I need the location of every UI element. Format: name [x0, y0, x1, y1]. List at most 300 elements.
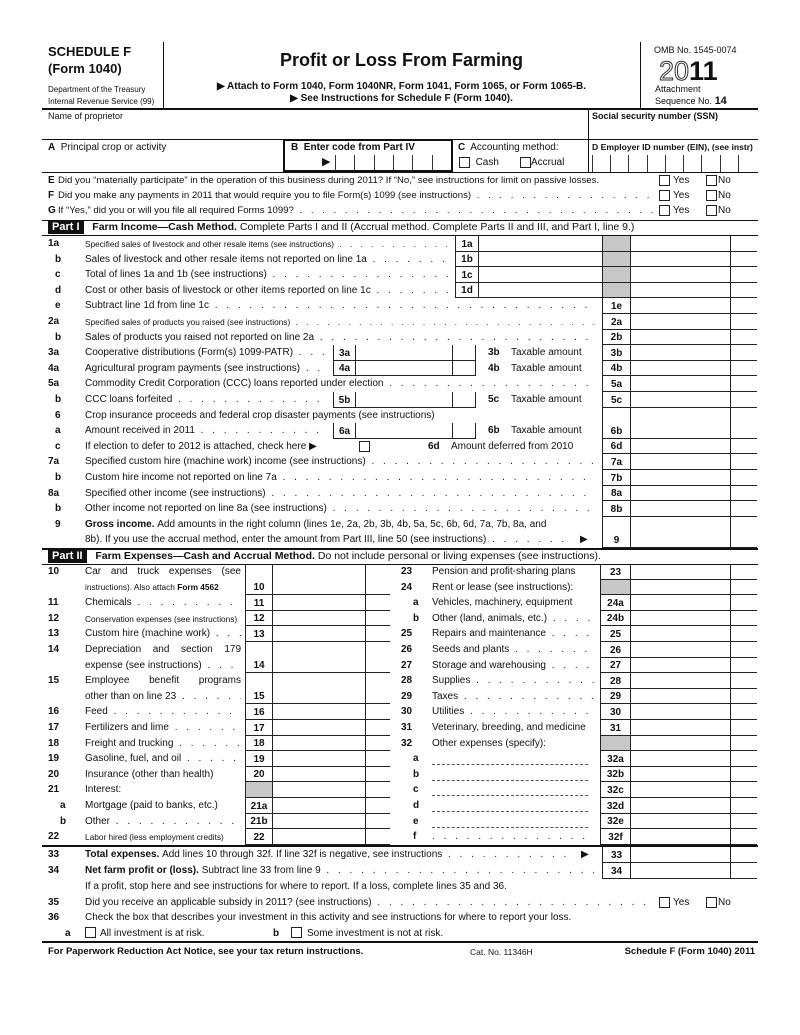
specify-input[interactable] [432, 817, 588, 828]
line-label-text: other than on line 23 [85, 690, 177, 702]
amount-input[interactable] [630, 345, 730, 361]
inner-amount-input[interactable] [355, 423, 452, 439]
amount-input[interactable] [272, 673, 365, 704]
line-label [85, 503, 595, 514]
dept-label: Department of the Treasury [48, 85, 146, 94]
amount-input[interactable] [630, 298, 730, 314]
cents-input [730, 267, 757, 283]
cash-option[interactable] [459, 157, 499, 168]
specify-input[interactable] [432, 801, 588, 812]
line-code: 23 [600, 564, 630, 580]
line-label [85, 441, 345, 452]
cents-input[interactable] [730, 470, 757, 486]
amount-input[interactable] [630, 658, 730, 674]
line-number: 25 [401, 628, 413, 640]
amount-input[interactable] [630, 782, 730, 798]
taxable-line-number: 6b [488, 425, 500, 437]
inner-amount-input[interactable] [355, 361, 452, 377]
cents-input[interactable] [730, 564, 757, 580]
line-code: 2b [602, 330, 630, 346]
line-code: 10 [245, 564, 272, 595]
line-code: 7a [602, 454, 630, 470]
cents-input[interactable] [730, 392, 757, 408]
cents-input[interactable] [730, 847, 757, 863]
line-label [85, 865, 595, 876]
line-code: 34 [602, 863, 630, 879]
cents-input[interactable] [365, 595, 390, 611]
amount-input[interactable] [630, 376, 730, 392]
amount-input[interactable] [630, 501, 730, 517]
ein-digit-box[interactable] [592, 155, 610, 172]
inner-cents-input[interactable] [452, 345, 476, 361]
line-number: 31 [401, 722, 413, 733]
question-letter: E [48, 175, 55, 186]
year-outline: 20 [659, 56, 690, 86]
amount-input[interactable] [630, 314, 730, 330]
cents-input[interactable] [730, 454, 757, 470]
footer-form-name: Schedule F (Form 1040) 2011 [624, 946, 755, 957]
specify-input[interactable] [432, 754, 588, 765]
amount-input[interactable] [630, 847, 730, 863]
line-number: 36 [48, 912, 60, 923]
line-code: 32a [600, 751, 630, 767]
inner-amount-input[interactable] [478, 252, 602, 268]
yes-label: Yes [673, 205, 690, 216]
line-label-text: Commodity Credit Corporation (CCC) loans reported under election [85, 378, 384, 390]
line-number: 3a [48, 347, 60, 359]
line-code: 21b [245, 814, 272, 830]
amount-input[interactable] [272, 642, 365, 673]
code-digit-box[interactable] [374, 155, 393, 170]
amount-input[interactable] [272, 626, 365, 642]
line-code: 5a [602, 376, 630, 392]
amount-input[interactable] [630, 470, 730, 486]
line-label: Employee benefit programs [85, 675, 241, 687]
line-label-text: expense (see instructions) [85, 659, 202, 671]
line-label: Chemicals . . . [85, 597, 241, 608]
cents-input[interactable] [365, 736, 390, 752]
line-number: d [413, 800, 420, 811]
inner-amount-input[interactable] [478, 283, 602, 299]
cents-input[interactable] [365, 814, 390, 830]
inner-amount-input[interactable] [478, 236, 602, 252]
line-label: Conservation expenses (see instructions) [85, 613, 238, 624]
sequence-label [655, 95, 727, 107]
line-number: 15 [48, 675, 60, 687]
line-number: 8a [48, 487, 60, 499]
line-code: 13 [245, 626, 272, 642]
name-of-proprietor-input[interactable] [50, 122, 585, 138]
amount-input[interactable] [272, 720, 365, 736]
line-label [85, 363, 328, 374]
form-reference: Form 4562 [177, 581, 219, 592]
line-label-bold: Net farm profit or (loss). [85, 865, 199, 876]
cents-input[interactable] [730, 863, 757, 879]
amount-input[interactable] [272, 751, 365, 767]
line-label [85, 849, 575, 860]
arrow-icon: ▶ [580, 534, 588, 546]
code-digit-box[interactable] [354, 155, 373, 170]
amount-input[interactable] [630, 863, 730, 879]
line-label [85, 317, 595, 327]
yes-checkbox[interactable] [659, 205, 670, 216]
profit-loss-note: If a profit, stop here and see instructions for where to report. If a loss, complete lines 35 and 36. [85, 881, 507, 892]
line-code: 22 [245, 829, 272, 845]
line-label: Other (land, animals, etc.) . . . [432, 613, 594, 624]
line-label-text: Add lines 10 through 32f. If line 32f is negative, see instructions [162, 849, 443, 860]
amount-input [630, 736, 730, 752]
amount-input[interactable] [630, 611, 730, 627]
line-label-text: 8b). If you use the accrual method, enter the amount from Part III, line 50 (see instructions) [85, 534, 487, 546]
amount-input[interactable] [630, 392, 730, 408]
ein-input[interactable] [592, 155, 756, 172]
cents-input[interactable] [365, 751, 390, 767]
form-label: (Form 1040) [48, 61, 122, 76]
inner-cents-input[interactable] [452, 423, 476, 439]
cents-input[interactable] [365, 798, 390, 814]
cents-input[interactable] [730, 658, 757, 674]
cents-input[interactable] [730, 829, 757, 845]
amount-input[interactable] [630, 673, 730, 689]
amount-input [630, 580, 730, 596]
line-code: 19 [245, 751, 272, 767]
line-label: Taxes . . . [432, 691, 594, 702]
accrual-option[interactable] [520, 157, 564, 168]
amount-input[interactable] [630, 751, 730, 767]
amount-input[interactable] [630, 330, 730, 346]
schedule-label: SCHEDULE F [48, 44, 132, 59]
ein-digit-box[interactable] [610, 155, 628, 172]
ein-digit-box[interactable] [647, 155, 665, 172]
line-code: 32c [600, 782, 630, 798]
line-number: 12 [48, 612, 60, 624]
attachment-label: Attachment [655, 84, 701, 94]
ein-digit-box[interactable] [738, 155, 756, 172]
line-code: 18 [245, 736, 272, 752]
yes-checkbox[interactable] [659, 175, 670, 186]
cents-input[interactable] [730, 767, 757, 783]
line-label [85, 285, 450, 296]
line-number: 13 [48, 628, 60, 640]
line-label: Rent or lease (see instructions): [432, 581, 574, 593]
cash-label: Cash [475, 157, 499, 169]
line-label [85, 254, 450, 265]
a-letter: A [48, 142, 56, 153]
part2-header [48, 550, 601, 562]
line-number: 20 [48, 768, 60, 780]
line-label [85, 534, 565, 545]
line-label-text: Sales of livestock and other resale items not reported on line 1a [85, 253, 367, 265]
cents-input[interactable] [365, 767, 390, 783]
line-number: 5a [48, 378, 60, 390]
sequence-number: 14 [714, 95, 727, 107]
inner-line-code: 6a [333, 423, 355, 439]
arrow-icon: ▶ [581, 849, 589, 860]
part1-desc: Complete Parts I and II (Accrual method. Complete Parts II and III, and Part I, line 9.) [239, 221, 635, 233]
cents-input[interactable] [365, 564, 390, 595]
inner-amount-input[interactable] [355, 392, 452, 408]
line-code [600, 736, 630, 752]
cents-input[interactable] [730, 673, 757, 689]
line-code [602, 252, 630, 268]
amount-input [630, 517, 730, 533]
amount-input [630, 252, 730, 268]
attach-instruction: ▶ Attach to Form 1040, Form 1040NR, Form 1041, Form 1065, or Form 1065-B. [216, 81, 587, 92]
no-checkbox[interactable] [706, 190, 717, 201]
line-number: 14 [48, 644, 60, 655]
line-code: 16 [245, 704, 272, 720]
taxable-label: Taxable amount [511, 362, 582, 374]
ein-digit-box[interactable] [720, 155, 738, 172]
code-digit-box[interactable] [335, 155, 354, 170]
code-digit-box[interactable] [393, 155, 412, 170]
line-code: 11 [245, 595, 272, 611]
yes-label: Yes [673, 190, 690, 201]
cents-input [365, 782, 390, 798]
line-label-text: Crop insurance proceeds and federal crop disaster payments (see instructions) [85, 409, 435, 421]
ein-digit-box[interactable] [628, 155, 646, 172]
amount-input[interactable] [630, 361, 730, 377]
line-number: 35 [48, 897, 60, 908]
at-risk-checkbox[interactable] [85, 927, 96, 938]
no-checkbox[interactable] [706, 897, 717, 908]
cents-input[interactable] [365, 829, 390, 845]
inner-cents-input[interactable] [452, 361, 476, 377]
amount-input[interactable] [630, 767, 730, 783]
at-risk-label: All investment is at risk. [100, 928, 205, 939]
line-code: 20 [245, 767, 272, 783]
principal-crop-input[interactable] [48, 154, 280, 170]
cents-input[interactable] [730, 361, 757, 377]
amount-input[interactable] [630, 486, 730, 502]
code-digit-box[interactable] [432, 155, 451, 170]
yes-checkbox[interactable] [659, 897, 670, 908]
line-number: 28 [401, 675, 413, 687]
inner-line-code: 1a [455, 236, 478, 252]
line-number: b [55, 394, 62, 405]
a-label [48, 142, 166, 153]
amount-input [630, 267, 730, 283]
cents-input [730, 580, 757, 596]
amount-input[interactable] [630, 595, 730, 611]
cents-input[interactable] [730, 814, 757, 830]
cents-input[interactable] [365, 673, 390, 704]
taxable-line-number: 5c [488, 394, 500, 405]
line-number: 1a [48, 238, 60, 249]
line-code: 17 [245, 720, 272, 736]
line-label: Veterinary, breeding, and medicine [432, 722, 586, 733]
amount-input[interactable] [272, 736, 365, 752]
cents-input[interactable] [730, 642, 757, 658]
cents-input[interactable] [730, 330, 757, 346]
line-label-text: Specified other income (see instructions) [85, 487, 266, 499]
accrual-checkbox[interactable] [520, 157, 531, 168]
line-number: b [55, 253, 62, 265]
line-label-text: Total of lines 1a and 1b (see instructions) [85, 269, 267, 281]
inner-cents-input[interactable] [452, 392, 476, 408]
line-label: Pension and profit-sharing plans [432, 566, 576, 577]
cents-input [730, 517, 757, 533]
amount-input[interactable] [630, 704, 730, 720]
cents-input [730, 408, 757, 424]
amount-input[interactable] [272, 829, 365, 845]
cents-input[interactable] [730, 751, 757, 767]
line-label: Feed . . . [85, 706, 241, 717]
cents-input[interactable] [730, 532, 757, 548]
cents-input[interactable] [730, 423, 757, 439]
amount-input[interactable] [630, 439, 730, 455]
amount-input[interactable] [272, 798, 365, 814]
paperwork-notice: For Paperwork Reduction Act Notice, see your tax return instructions. [48, 946, 364, 957]
cents-input [730, 736, 757, 752]
see-instructions: ▶ See Instructions for Schedule F (Form 1040). [290, 93, 513, 104]
line-number: e [413, 815, 419, 827]
cents-input[interactable] [365, 626, 390, 642]
amount-input[interactable] [630, 564, 730, 580]
b-label [291, 142, 415, 153]
form-title: Profit or Loss From Farming [279, 50, 524, 70]
cents-input[interactable] [730, 345, 757, 361]
cents-input[interactable] [730, 501, 757, 517]
line-number: 23 [401, 566, 413, 577]
line-number: 26 [401, 644, 413, 655]
taxable-line-number: 3b [488, 347, 500, 359]
line-number: b [273, 928, 280, 939]
line-label [85, 410, 605, 421]
tax-year [659, 56, 718, 86]
line-number: b [413, 768, 420, 780]
line-label [85, 332, 595, 343]
ein-digit-box[interactable] [683, 155, 701, 172]
amount-input[interactable] [272, 704, 365, 720]
line-number: 29 [401, 690, 413, 702]
cents-input[interactable] [730, 689, 757, 705]
amount-input[interactable] [272, 767, 365, 783]
line-label: Utilities . . . [432, 706, 594, 717]
cents-input[interactable] [730, 486, 757, 502]
amount-input[interactable] [630, 642, 730, 658]
no-label: No [718, 175, 731, 186]
cents-input[interactable] [730, 595, 757, 611]
amount-input[interactable] [630, 454, 730, 470]
line-code: 33 [602, 847, 630, 863]
line-code: 8b [602, 501, 630, 517]
cents-input[interactable] [730, 376, 757, 392]
line-number: 22 [48, 831, 60, 843]
line-number: 11 [48, 597, 59, 609]
amount-input[interactable] [630, 720, 730, 736]
cents-input[interactable] [365, 611, 390, 627]
line-number: b [55, 331, 62, 343]
ein-digit-box[interactable] [701, 155, 719, 172]
line-number: 2a [48, 316, 60, 327]
no-checkbox[interactable] [706, 205, 717, 216]
cents-input[interactable] [730, 720, 757, 736]
amount-input[interactable] [272, 611, 365, 627]
activity-code-input[interactable] [335, 155, 451, 170]
cents-input[interactable] [730, 798, 757, 814]
amount-input[interactable] [630, 814, 730, 830]
cents-input[interactable] [730, 314, 757, 330]
not-at-risk-checkbox[interactable] [291, 927, 302, 938]
cents-input [730, 236, 757, 252]
code-digit-box[interactable] [412, 155, 431, 170]
line-code: 30 [600, 704, 630, 720]
line-code: 21a [245, 798, 272, 814]
part1-label: Part I [48, 220, 84, 234]
part2-title: Farm Expenses—Cash and Accrual Method. [95, 550, 315, 562]
line-label-2 [85, 582, 241, 592]
line-number: 24 [401, 581, 413, 593]
line-code [602, 267, 630, 283]
c-label [458, 142, 559, 153]
cents-input[interactable] [730, 704, 757, 720]
line-code: 1e [602, 298, 630, 314]
ein-digit-box[interactable] [665, 155, 683, 172]
inner-amount-input[interactable] [478, 267, 602, 283]
amount-input[interactable] [630, 626, 730, 642]
line-label [85, 519, 605, 530]
line-number: 27 [401, 659, 413, 671]
cents-input[interactable] [730, 611, 757, 627]
line-code: 7b [602, 470, 630, 486]
amount-input[interactable] [630, 423, 730, 439]
amount-input[interactable] [272, 814, 365, 830]
amount-input[interactable] [630, 532, 730, 548]
amount-input[interactable] [272, 564, 365, 595]
taxable-label: Taxable amount [511, 394, 582, 405]
cents-input[interactable] [730, 439, 757, 455]
line-number: 7a [48, 456, 60, 468]
cash-checkbox[interactable] [459, 157, 470, 168]
accrual-label: Accrual [531, 157, 565, 169]
specify-input[interactable] [432, 785, 588, 796]
cents-input[interactable] [730, 626, 757, 642]
line-number: 21 [48, 784, 60, 796]
line-code [245, 782, 272, 798]
yes-checkbox[interactable] [659, 190, 670, 201]
cents-input[interactable] [730, 782, 757, 798]
amount-input[interactable] [630, 798, 730, 814]
cents-input[interactable] [730, 298, 757, 314]
amount-input[interactable] [272, 595, 365, 611]
cents-input[interactable] [365, 720, 390, 736]
line-number: 19 [48, 753, 60, 765]
amount-input[interactable] [630, 689, 730, 705]
cents-input[interactable] [365, 704, 390, 720]
line-number: b [413, 612, 420, 624]
line-label: Supplies . . . [432, 675, 594, 686]
cents-input[interactable] [365, 642, 390, 673]
amount-input[interactable] [630, 829, 730, 845]
specify-input[interactable] [432, 770, 588, 781]
defer-checkbox[interactable] [359, 441, 370, 452]
no-label: No [718, 190, 731, 201]
inner-amount-input[interactable] [355, 345, 452, 361]
no-label: No [718, 205, 731, 216]
part2-label: Part II [48, 549, 87, 563]
line-label: Vehicles, machinery, equipment [432, 597, 573, 609]
line-label-text: Subtract line 33 from line 9 [201, 865, 321, 876]
ssn-input[interactable] [592, 122, 755, 138]
question-text: Did you make any payments in 2011 that would require you to file Form(s) 1099 (see instructions) . . . [58, 190, 653, 201]
no-checkbox[interactable] [706, 175, 717, 186]
line-code: 31 [600, 720, 630, 736]
taxable-label: Taxable amount [511, 425, 582, 437]
line-number: 9 [55, 518, 61, 530]
taxable-line-number: 6d [428, 440, 440, 452]
line-label: Custom hire (machine work) . . . [85, 628, 241, 639]
